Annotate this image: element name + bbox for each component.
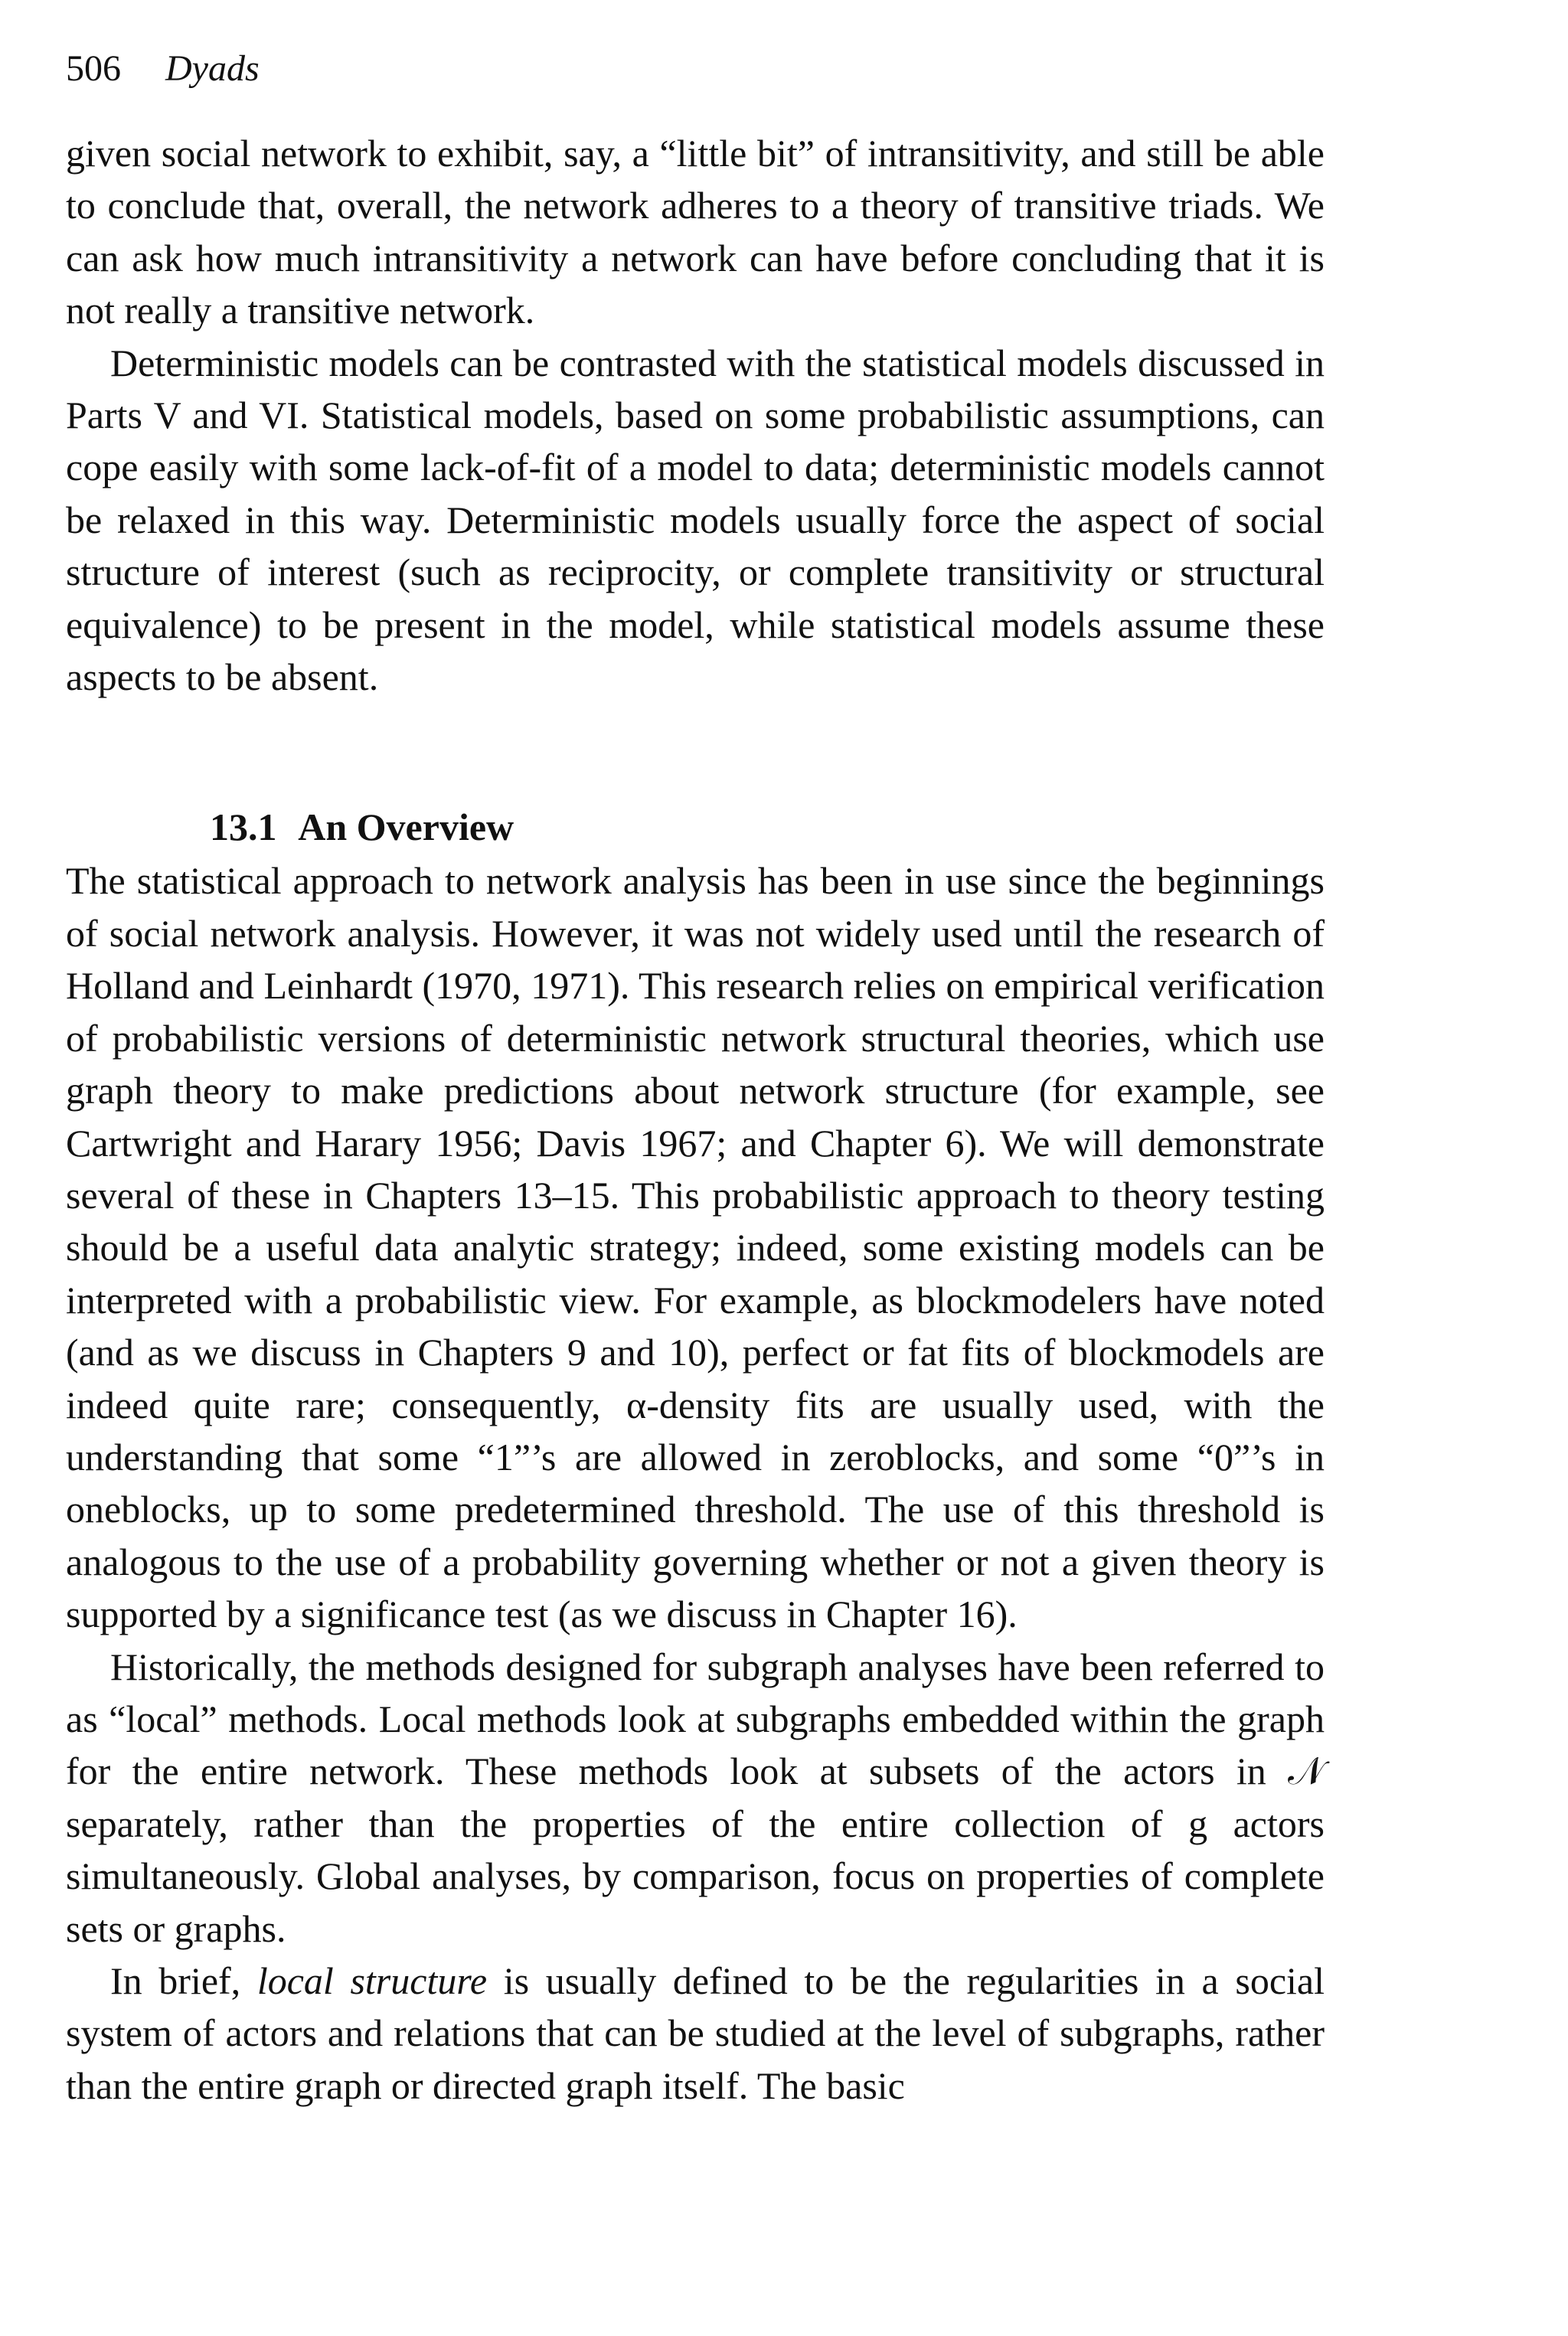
section-heading <box>66 801 1325 853</box>
local-structure-lead: In brief, <box>110 1959 241 2002</box>
chapter-running-title: Dyads <box>165 48 260 89</box>
paragraph-deterministic-models: Deterministic models can be contrasted with the statistical models discussed in Parts V and VI. Statistical models, based on some probabilistic assumptions, can cope easily with some lack-of-fit of a model to data; deterministic models cannot be relaxed in this way. Deterministic models usually force the aspect of social structure of interest (such as reciprocity, or complete transitivity or structural equivalence) to be present in the model, while statistical models assume these aspects to be absent. <box>66 341 1325 699</box>
paragraph-intransitivity: given social network to exhibit, say, a “little bit” of intransitivity, and still be able to conclude that, overall, the network adheres to a theory of transitive triads. We can ask how much intransitivity a network can have before concluding that it is not really a transitive network. <box>66 132 1325 332</box>
paragraph-local-methods: Historically, the methods designed for subgraph analyses have been referred to as “local” methods. Local methods look at subgraphs embedded within the graph for the entire network. These methods look at subsets of the actors in 𝒩 separately, rather than the properties of the entire collection of g actors simultaneously. Global analyses, by comparison, focus on properties of complete sets or graphs. <box>66 1645 1325 1950</box>
local-structure-term: local structure <box>256 1959 488 2002</box>
paragraph-statistical-approach: The statistical approach to network analysis has been in use since the beginnings of social network analysis. However, it was not widely used until the research of Holland and Leinhardt (1970, 1971). This research relies on empirical verification of probabilistic versions of deterministic network structural theories, which use graph theory to make predictions about network structure (for example, see Cartwright and Harary 1956; Davis 1967; and Chapter 6). We will demonstrate several of these in Chapters 13–15. This probabilistic approach to theory testing should be a useful data analytic strategy; indeed, some existing models can be interpreted with a probabilistic view. For example, as blockmodelers have noted (and as we discuss in Chapters 9 and 10), perfect or fat fits of blockmodels are indeed quite rare; consequently, α-density fits are usually used, with the understanding that some “1”’s are allowed in zeroblocks, and some “0”’s in oneblocks, up to some predetermined threshold. The use of this threshold is analogous to the use of a probability governing whether or not a given theory is supported by a significance test (as we discuss in Chapter 16). <box>66 859 1325 1636</box>
section-title: An Overview <box>298 805 514 849</box>
local-structure-rest: is usually defined to be the regularities in a social system of actors and relations that can be studied at the level of subgraphs, rather than the entire graph or directed graph itself. The basic <box>66 1959 1325 2107</box>
paragraph-local-structure <box>66 1955 1325 2112</box>
running-head <box>66 46 1325 92</box>
book-page <box>66 46 1325 2112</box>
page-number: 506 <box>66 48 121 89</box>
section-number: 13.1 <box>210 805 277 849</box>
